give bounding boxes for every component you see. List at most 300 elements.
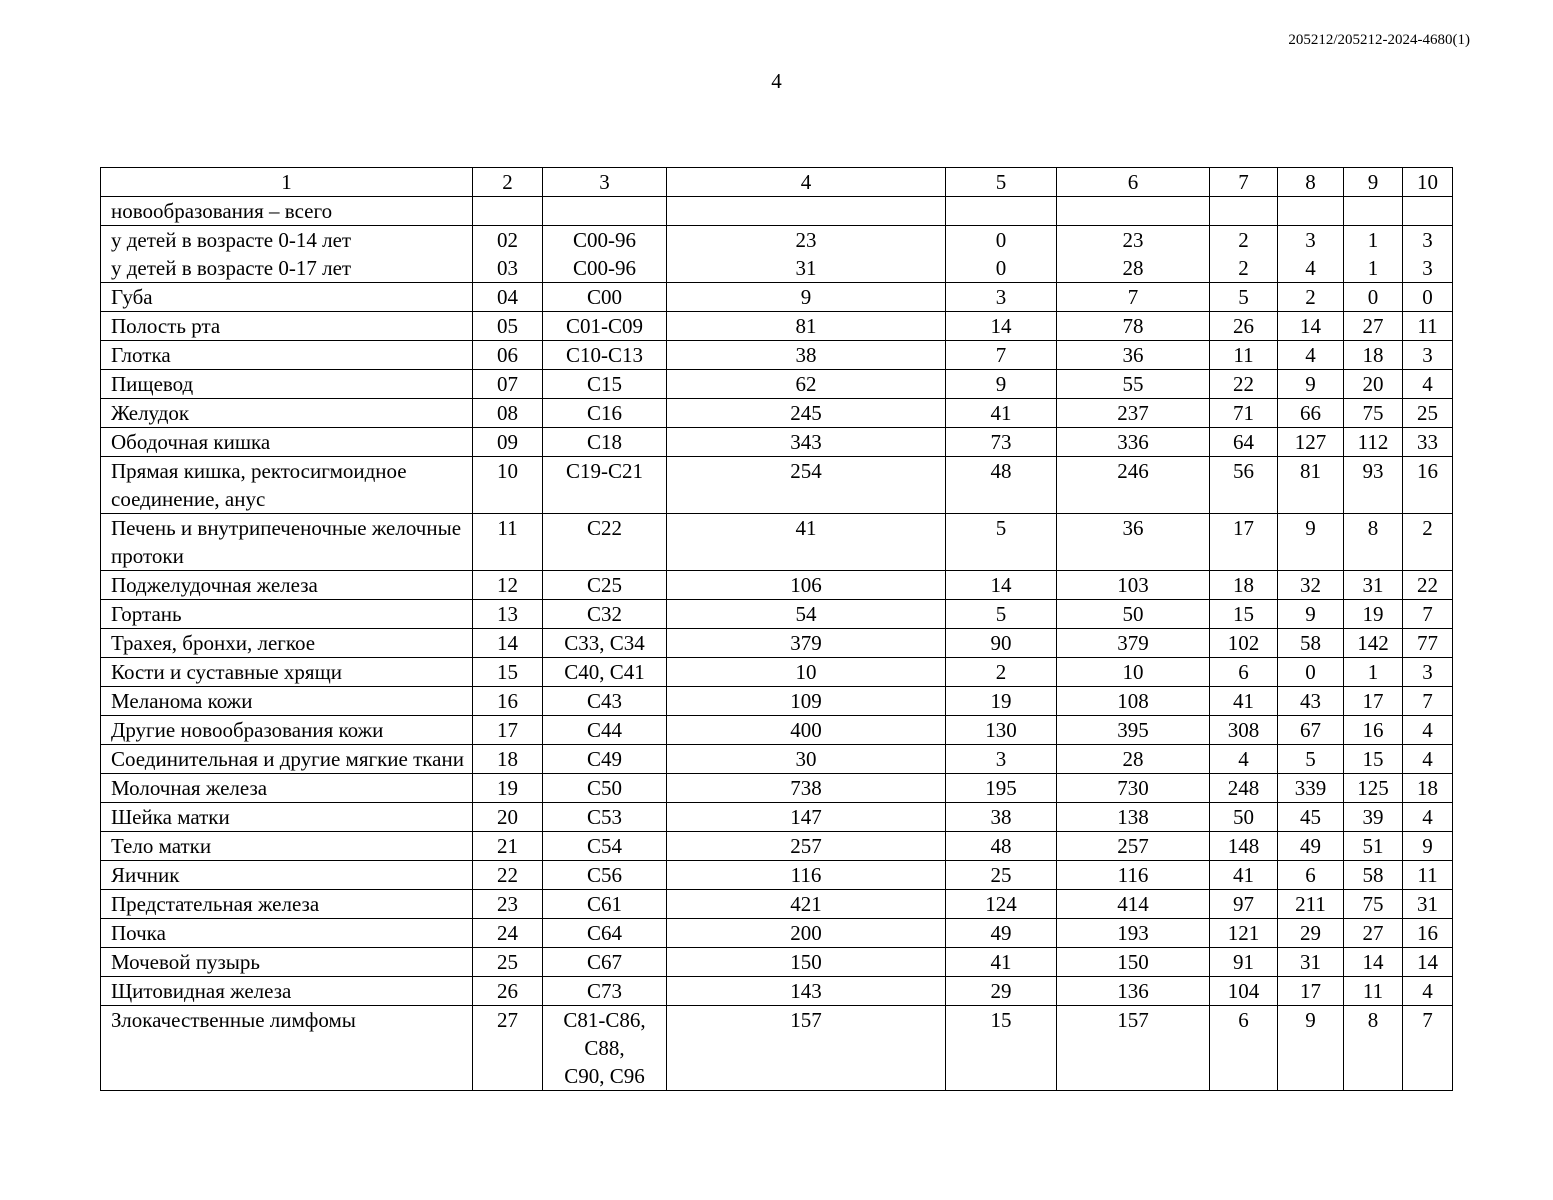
table-cell: 0 [1278, 658, 1344, 687]
table-cell: 0 0 [946, 226, 1057, 283]
table-cell: С50 [543, 774, 667, 803]
row-label-cell: Трахея, бронхи, легкое [101, 629, 473, 658]
table-cell: 9 [1403, 832, 1453, 861]
table-cell: 29 [1278, 919, 1344, 948]
table-cell: 32 [1278, 571, 1344, 600]
table-cell: 6 [1210, 658, 1278, 687]
table-cell: 9 [667, 283, 946, 312]
table-cell: 24 [473, 919, 543, 948]
table-cell: 195 [946, 774, 1057, 803]
table-cell: 21 [473, 832, 543, 861]
table-cell: 5 [946, 514, 1057, 571]
table-cell: 2 [946, 658, 1057, 687]
table-cell [1403, 197, 1453, 226]
table-row [101, 745, 1453, 774]
table-cell: 07 [473, 370, 543, 399]
table-cell: 20 [1344, 370, 1403, 399]
table-cell: 49 [946, 919, 1057, 948]
table-cell: 143 [667, 977, 946, 1006]
table-cell: 78 [1057, 312, 1210, 341]
table-cell: 38 [946, 803, 1057, 832]
table-cell: 0 [1403, 283, 1453, 312]
table-cell: 9 [1278, 370, 1344, 399]
table-cell: 2 [1278, 283, 1344, 312]
table-cell: 1 1 [1344, 226, 1403, 283]
table-row [101, 197, 1453, 226]
table-cell: 19 [1344, 600, 1403, 629]
table-cell [1344, 197, 1403, 226]
table-cell: 12 [473, 571, 543, 600]
table-cell: 108 [1057, 687, 1210, 716]
table-cell: 50 [1057, 600, 1210, 629]
table-cell: 77 [1403, 629, 1453, 658]
table-cell: 211 [1278, 890, 1344, 919]
table-cell: С16 [543, 399, 667, 428]
table-row [101, 283, 1453, 312]
row-label-cell: Щитовидная железа [101, 977, 473, 1006]
table-cell: 8 [1344, 1006, 1403, 1091]
table-cell: 15 [473, 658, 543, 687]
table-cell: 9 [1278, 600, 1344, 629]
table-cell: 4 [1403, 977, 1453, 1006]
column-header: 9 [1344, 168, 1403, 197]
row-label-cell: новообразования – всего [101, 197, 473, 226]
table-cell: 102 [1210, 629, 1278, 658]
table-cell: 14 [1403, 948, 1453, 977]
table-cell: 395 [1057, 716, 1210, 745]
table-cell: 38 [667, 341, 946, 370]
table-cell: 138 [1057, 803, 1210, 832]
row-label-cell: Кости и суставные хрящи [101, 658, 473, 687]
table-cell: 116 [1057, 861, 1210, 890]
table-row [101, 600, 1453, 629]
table-row [101, 687, 1453, 716]
row-label-cell: Поджелудочная железа [101, 571, 473, 600]
table-cell: 18 [1403, 774, 1453, 803]
table-cell: 157 [1057, 1006, 1210, 1091]
table-cell: 106 [667, 571, 946, 600]
table-cell: 257 [1057, 832, 1210, 861]
table-cell: 147 [667, 803, 946, 832]
table-cell: 14 [946, 312, 1057, 341]
column-header: 4 [667, 168, 946, 197]
table-row [101, 312, 1453, 341]
table-cell: 157 [667, 1006, 946, 1091]
table-cell: 10 [473, 457, 543, 514]
table-cell: 379 [1057, 629, 1210, 658]
table-cell: 2 [1403, 514, 1453, 571]
table-cell: 06 [473, 341, 543, 370]
row-label-cell: Молочная железа [101, 774, 473, 803]
row-label-cell: Пищевод [101, 370, 473, 399]
table-cell: 142 [1344, 629, 1403, 658]
row-label-cell: Шейка матки [101, 803, 473, 832]
table-cell: С01-С09 [543, 312, 667, 341]
table-cell: С15 [543, 370, 667, 399]
table-cell: 33 [1403, 428, 1453, 457]
table-cell: 245 [667, 399, 946, 428]
table-cell: 13 [473, 600, 543, 629]
table-cell: С25 [543, 571, 667, 600]
table-cell: 66 [1278, 399, 1344, 428]
table-cell: 4 [1403, 803, 1453, 832]
table-cell: 1 [1344, 658, 1403, 687]
row-label-cell: Прямая кишка, ректосигмоидное соединение, анус [101, 457, 473, 514]
table-cell: 36 [1057, 341, 1210, 370]
row-label-cell: Предстательная железа [101, 890, 473, 919]
table-cell: С00 [543, 283, 667, 312]
table-cell: 58 [1278, 629, 1344, 658]
table-cell: 25 [473, 948, 543, 977]
table-cell: 49 [1278, 832, 1344, 861]
table-cell: 41 [1210, 861, 1278, 890]
table-cell: 339 [1278, 774, 1344, 803]
table-cell: С61 [543, 890, 667, 919]
table-cell: 97 [1210, 890, 1278, 919]
table-cell: 16 [473, 687, 543, 716]
table-row [101, 861, 1453, 890]
table-row [101, 399, 1453, 428]
table-cell: 10 [667, 658, 946, 687]
table-row [101, 803, 1453, 832]
table-row [101, 370, 1453, 399]
table-cell: 104 [1210, 977, 1278, 1006]
table-cell: 27 [473, 1006, 543, 1091]
table-cell: 48 [946, 457, 1057, 514]
table-cell: 9 [1278, 1006, 1344, 1091]
table-cell: 18 [1210, 571, 1278, 600]
table-row [101, 948, 1453, 977]
table-body [101, 168, 1453, 1091]
table-cell: 9 [946, 370, 1057, 399]
table-row [101, 428, 1453, 457]
table-cell: 248 [1210, 774, 1278, 803]
table-cell: 05 [473, 312, 543, 341]
row-label-cell: Злокачественные лимфомы [101, 1006, 473, 1091]
table-cell: 22 [1210, 370, 1278, 399]
table-cell: 6 [1210, 1006, 1278, 1091]
table-cell: С56 [543, 861, 667, 890]
table-cell: 16 [1344, 716, 1403, 745]
table-cell: С53 [543, 803, 667, 832]
table-cell: 51 [1344, 832, 1403, 861]
table-cell: 257 [667, 832, 946, 861]
table-cell: 4 [1403, 745, 1453, 774]
table-cell: 125 [1344, 774, 1403, 803]
column-header: 1 [101, 168, 473, 197]
table-cell: 08 [473, 399, 543, 428]
row-label-cell: Губа [101, 283, 473, 312]
table-cell: 43 [1278, 687, 1344, 716]
row-label-cell: Ободочная кишка [101, 428, 473, 457]
table-cell: С40, С41 [543, 658, 667, 687]
table-cell: 7 [1403, 687, 1453, 716]
table-cell: 36 [1057, 514, 1210, 571]
data-table [100, 167, 1453, 1091]
table-cell: 41 [1210, 687, 1278, 716]
table-row [101, 571, 1453, 600]
table-cell: С19-С21 [543, 457, 667, 514]
table-cell: 400 [667, 716, 946, 745]
table-cell: 116 [667, 861, 946, 890]
table-cell: 41 [946, 399, 1057, 428]
column-header: 7 [1210, 168, 1278, 197]
page-number: 4 [771, 69, 782, 93]
table-cell: 15 [946, 1006, 1057, 1091]
table-row [101, 774, 1453, 803]
table-cell: 3 [1403, 658, 1453, 687]
table-cell: С18 [543, 428, 667, 457]
table-cell: 8 [1344, 514, 1403, 571]
table-cell: 4 [1403, 716, 1453, 745]
table-cell: 16 [1403, 919, 1453, 948]
table-cell [1210, 197, 1278, 226]
table-cell: 148 [1210, 832, 1278, 861]
table-cell: 48 [946, 832, 1057, 861]
table-cell: 14 [1344, 948, 1403, 977]
table-cell: С73 [543, 977, 667, 1006]
row-label-cell: у детей в возрасте 0-14 лет у детей в возрасте 0-17 лет [101, 226, 473, 283]
column-header: 5 [946, 168, 1057, 197]
table-cell: 81 [667, 312, 946, 341]
row-label-cell: Меланома кожи [101, 687, 473, 716]
table-cell: 04 [473, 283, 543, 312]
table-cell: 136 [1057, 977, 1210, 1006]
table-header-row [101, 168, 1453, 197]
table-cell: 3 [946, 283, 1057, 312]
table-cell: 90 [946, 629, 1057, 658]
table-cell: 16 [1403, 457, 1453, 514]
table-cell: 130 [946, 716, 1057, 745]
table-cell: 11 [1210, 341, 1278, 370]
table-cell: 3 3 [1403, 226, 1453, 283]
table-cell: 19 [473, 774, 543, 803]
table-cell: 7 [946, 341, 1057, 370]
table-cell: 109 [667, 687, 946, 716]
table-cell: 17 [1344, 687, 1403, 716]
row-label-cell: Яичник [101, 861, 473, 890]
table-cell: С44 [543, 716, 667, 745]
document-id: 205212/205212-2024-4680(1) [1288, 32, 1470, 48]
table-cell: 27 [1344, 312, 1403, 341]
table-cell: 17 [1278, 977, 1344, 1006]
table-cell: 22 [473, 861, 543, 890]
table-cell: 4 [1403, 370, 1453, 399]
table-cell: 41 [667, 514, 946, 571]
table-cell: 31 [1403, 890, 1453, 919]
table-row [101, 977, 1453, 1006]
table-cell: 121 [1210, 919, 1278, 948]
table-cell: 379 [667, 629, 946, 658]
table-cell: 29 [946, 977, 1057, 1006]
column-header: 10 [1403, 168, 1453, 197]
table-row [101, 919, 1453, 948]
table-cell: С81-С86, С88, С90, С96 [543, 1006, 667, 1091]
table-cell: С10-С13 [543, 341, 667, 370]
table-cell: 3 [1403, 341, 1453, 370]
table-row [101, 658, 1453, 687]
table-cell: 73 [946, 428, 1057, 457]
table-cell: 254 [667, 457, 946, 514]
table-cell: 64 [1210, 428, 1278, 457]
table-cell: 93 [1344, 457, 1403, 514]
table-row [101, 226, 1453, 283]
table-cell: 14 [473, 629, 543, 658]
column-header: 2 [473, 168, 543, 197]
table-cell: 26 [1210, 312, 1278, 341]
table-row [101, 716, 1453, 745]
row-label-cell: Тело матки [101, 832, 473, 861]
table-row [101, 341, 1453, 370]
table-cell: 28 [1057, 745, 1210, 774]
table-cell: 124 [946, 890, 1057, 919]
table-cell: 18 [473, 745, 543, 774]
table-row [101, 514, 1453, 571]
table-row [101, 629, 1453, 658]
table-cell: 150 [1057, 948, 1210, 977]
table-cell: 3 4 [1278, 226, 1344, 283]
table-cell: 738 [667, 774, 946, 803]
table-cell: С43 [543, 687, 667, 716]
table-cell: 41 [946, 948, 1057, 977]
table-cell [667, 197, 946, 226]
column-header: 6 [1057, 168, 1210, 197]
table-cell: 19 [946, 687, 1057, 716]
table-cell: 54 [667, 600, 946, 629]
table-cell: 09 [473, 428, 543, 457]
table-row [101, 1006, 1453, 1091]
table-cell [946, 197, 1057, 226]
table-row [101, 890, 1453, 919]
table-cell: С49 [543, 745, 667, 774]
column-header: 8 [1278, 168, 1344, 197]
table-cell: 11 [1403, 861, 1453, 890]
table-row [101, 457, 1453, 514]
table-cell: 15 [1344, 745, 1403, 774]
table-cell: С33, С34 [543, 629, 667, 658]
table-cell: 9 [1278, 514, 1344, 571]
table-cell: 71 [1210, 399, 1278, 428]
table-cell: 4 [1278, 341, 1344, 370]
table-cell: 75 [1344, 399, 1403, 428]
table-cell: 193 [1057, 919, 1210, 948]
table-cell [473, 197, 543, 226]
table-cell: 91 [1210, 948, 1278, 977]
table-cell [1057, 197, 1210, 226]
table-cell: 150 [667, 948, 946, 977]
column-header: 3 [543, 168, 667, 197]
table-cell: 11 [1403, 312, 1453, 341]
table-cell: 39 [1344, 803, 1403, 832]
table-cell: 103 [1057, 571, 1210, 600]
table-cell: 4 [1210, 745, 1278, 774]
table-cell: 10 [1057, 658, 1210, 687]
table-cell: 31 [1278, 948, 1344, 977]
table-cell: 343 [667, 428, 946, 457]
table-cell: 67 [1278, 716, 1344, 745]
table-cell: 18 [1344, 341, 1403, 370]
row-label-cell: Соединительная и другие мягкие ткани [101, 745, 473, 774]
table-cell: 62 [667, 370, 946, 399]
row-label-cell: Полость рта [101, 312, 473, 341]
table-cell: 50 [1210, 803, 1278, 832]
table-cell: 421 [667, 890, 946, 919]
table-cell: 23 28 [1057, 226, 1210, 283]
table-cell: 55 [1057, 370, 1210, 399]
table-cell: С32 [543, 600, 667, 629]
table-cell: 02 03 [473, 226, 543, 283]
table-cell: 56 [1210, 457, 1278, 514]
table-cell: 30 [667, 745, 946, 774]
table-cell: 246 [1057, 457, 1210, 514]
table-cell: 7 [1403, 1006, 1453, 1091]
table-cell: 17 [473, 716, 543, 745]
table-cell: С54 [543, 832, 667, 861]
table-cell: 26 [473, 977, 543, 1006]
table-cell: 730 [1057, 774, 1210, 803]
table-cell: 23 31 [667, 226, 946, 283]
table-cell: С00-96 С00-96 [543, 226, 667, 283]
table-cell: 20 [473, 803, 543, 832]
table-cell: 3 [946, 745, 1057, 774]
table-cell [543, 197, 667, 226]
table-cell: 6 [1278, 861, 1344, 890]
table-cell [1278, 197, 1344, 226]
table-cell: 7 [1403, 600, 1453, 629]
table-cell: С67 [543, 948, 667, 977]
table-cell: 5 [1210, 283, 1278, 312]
table-cell: 45 [1278, 803, 1344, 832]
table-cell: 27 [1344, 919, 1403, 948]
row-label-cell: Глотка [101, 341, 473, 370]
table-cell: 200 [667, 919, 946, 948]
table-cell: 5 [1278, 745, 1344, 774]
table-cell: 14 [946, 571, 1057, 600]
table-cell: С22 [543, 514, 667, 571]
table-cell: 11 [1344, 977, 1403, 1006]
table-cell: 237 [1057, 399, 1210, 428]
row-label-cell: Желудок [101, 399, 473, 428]
table-cell: 15 [1210, 600, 1278, 629]
table-cell: 0 [1344, 283, 1403, 312]
table-cell: 308 [1210, 716, 1278, 745]
table-cell: 14 [1278, 312, 1344, 341]
row-label-cell: Гортань [101, 600, 473, 629]
table-row [101, 832, 1453, 861]
table-cell: 5 [946, 600, 1057, 629]
table-cell: 127 [1278, 428, 1344, 457]
table-cell: С64 [543, 919, 667, 948]
table-cell: 2 2 [1210, 226, 1278, 283]
table-cell: 336 [1057, 428, 1210, 457]
table-cell: 25 [946, 861, 1057, 890]
row-label-cell: Почка [101, 919, 473, 948]
table-cell: 31 [1344, 571, 1403, 600]
row-label-cell: Мочевой пузырь [101, 948, 473, 977]
table-cell: 81 [1278, 457, 1344, 514]
table-cell: 22 [1403, 571, 1453, 600]
row-label-cell: Печень и внутрипеченочные желочные протоки [101, 514, 473, 571]
table-cell: 7 [1057, 283, 1210, 312]
table-cell: 25 [1403, 399, 1453, 428]
table-cell: 11 [473, 514, 543, 571]
table-cell: 58 [1344, 861, 1403, 890]
table-cell: 17 [1210, 514, 1278, 571]
table-cell: 75 [1344, 890, 1403, 919]
table-cell: 23 [473, 890, 543, 919]
row-label-cell: Другие новообразования кожи [101, 716, 473, 745]
table-cell: 112 [1344, 428, 1403, 457]
